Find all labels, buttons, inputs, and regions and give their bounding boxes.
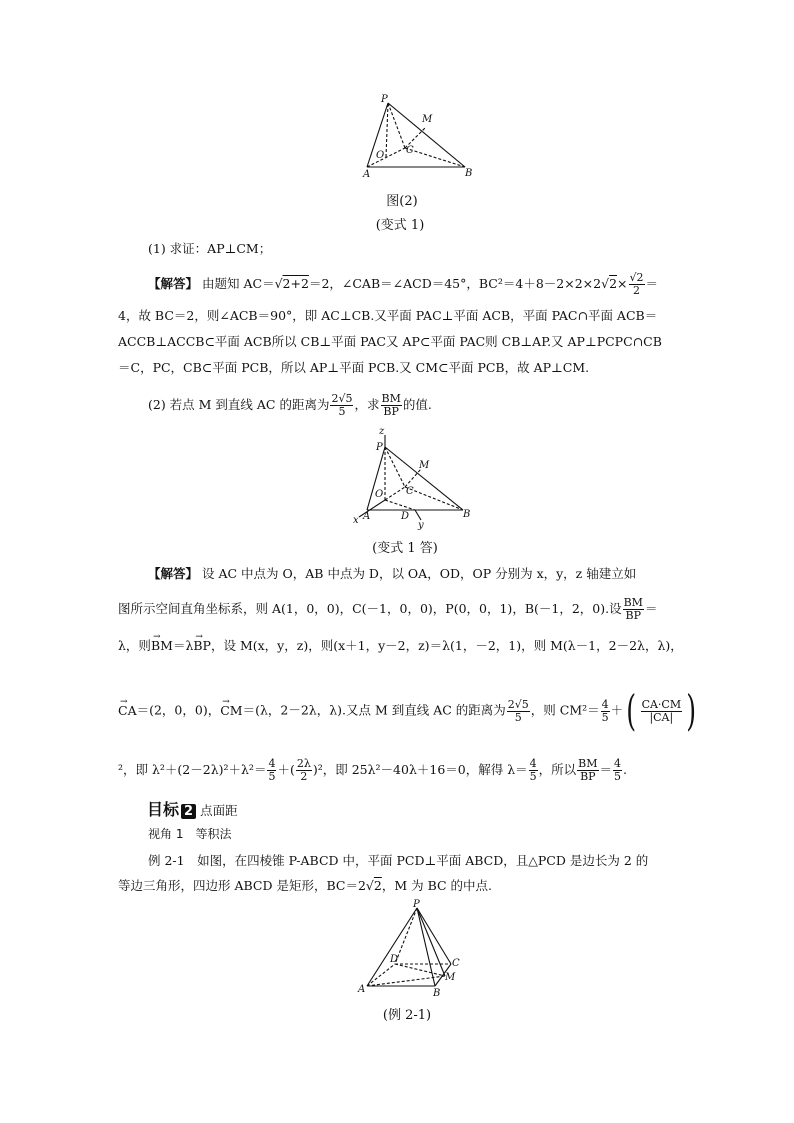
label-B: B: [465, 168, 473, 179]
solution2-line3: λ，则→ BM＝λ→ BP，设 M(x，y，z)，则(x＋1，y－2，z)＝λ(1，－2，1)，则 M(λ－1，2－2λ，λ)，: [118, 637, 683, 655]
part1-question: (1) 求证：AP⊥CM；: [148, 241, 272, 256]
label-D: D: [390, 954, 399, 965]
label-A: A: [358, 984, 366, 995]
label-M: M: [419, 460, 430, 471]
label-C: C: [452, 958, 460, 969]
figure2-caption: (变式 1 答): [372, 541, 438, 556]
label-P: P: [376, 442, 383, 453]
axis-y-label: y: [418, 520, 424, 530]
figure1-caption-variant: (变式 1): [375, 218, 425, 233]
axis-x-label: x: [353, 515, 359, 526]
example-line2: 等边三角形，四边形 ABCD 是矩形，BC＝2√2，M 为 BC 的中点.: [118, 878, 493, 893]
label-A: A: [363, 511, 371, 522]
answer-label: 【解答】: [148, 276, 199, 291]
figure1-caption: 图(2): [386, 194, 418, 209]
solution2-line1: 【解答】 设 AC 中点为 O，AB 中点为 D，以 OA，OD，OP 分别为 x，y，z 轴建立如: [148, 566, 637, 581]
section-number-badge: 2: [181, 804, 196, 819]
solution2-line2: 图所示空间直角坐标系，则 A(1，0，0)，C(－1，0，0)，P(0，0，1)，B(－1，2，0).设 $\frac{BM}{BP}$ ＝: [118, 596, 658, 622]
solution1-line2: 4，故 BC＝2，则∠ACB＝90°，即 AC⊥CB.又平面 PAC⊥平面 ACB，平面 PAC∩平面 ACB＝: [118, 308, 658, 323]
label-A: A: [363, 169, 371, 180]
section-title: 目标: [147, 800, 180, 819]
label-P: P: [413, 899, 420, 910]
solution1-line3: ACCB⊥ACCB⊂平面 ACB所以 CB⊥平面 PAC又 AP⊂平面 PAC则 CB⊥AP.又 AP⊥PCPC∩CB: [118, 334, 662, 349]
section-heading: [147, 797, 238, 820]
section-subtitle: 点面距: [200, 803, 238, 818]
label-O: O: [375, 489, 384, 500]
label-M: M: [422, 114, 433, 125]
label-C: C: [406, 145, 414, 156]
solution2-line5: ²，即 λ²＋(2－2λ)²＋λ²＝ $\frac{4}{5}$ ＋( $\frac{2\lambda}{2}$ )²，即 25λ²－40λ＋16＝0，解得 λ＝ $\frac{4}{5}$ ，所以 $\frac{BM}{BP}$ ＝ $\frac{4}{5}$ .: [118, 757, 628, 783]
figure-coordinate-triangle: [345, 425, 480, 530]
label-B: B: [433, 988, 441, 998]
figure-triangle-1: [355, 92, 485, 182]
axis-z-label: z: [379, 426, 385, 437]
example-line1: 例 2-1 如图，在四棱锥 P-ABCD 中，平面 PCD⊥平面 ABCD，且△PCD 是边长为 2 的: [148, 853, 649, 868]
label-B: B: [463, 509, 471, 520]
figure3-caption: (例 2-1): [382, 1008, 432, 1023]
label-M: M: [445, 972, 456, 983]
solution1-line1: 【解答】 由题知 AC＝√2+2＝2，∠CAB＝∠ACD＝45°，BC²＝4＋8－2×2×2√2× $\frac{√2}{2}$ ＝: [148, 271, 659, 297]
figure-pyramid: [355, 898, 465, 998]
label-P: P: [381, 94, 388, 105]
solution1-line4: ＝C，PC，CB⊂平面 PCB，所以 AP⊥平面 PCB.又 CM⊂平面 PCB，故 AP⊥CM.: [118, 360, 590, 375]
part2-question: (2) 若点 M 到直线 AC 的距离为 $\frac{2√5}{5}$ ，求 $\frac{BM}{BP}$ 的值.: [148, 392, 432, 418]
label-C: C: [406, 486, 414, 497]
label-O: O: [376, 150, 385, 161]
perspective-label: 视角 1 等积法: [148, 827, 232, 841]
solution2-line4: → CA＝(2，0，0)，→ CM＝(λ，2－2λ，λ).又点 M 到直线 AC 的距离为 $\frac{2√5}{5}$ ，则 CM²＝ $\frac{4}{5}$ ＋( $\frac{CA\cdot CM}{|CA|}$ ): [118, 690, 700, 732]
label-D: D: [401, 511, 410, 522]
